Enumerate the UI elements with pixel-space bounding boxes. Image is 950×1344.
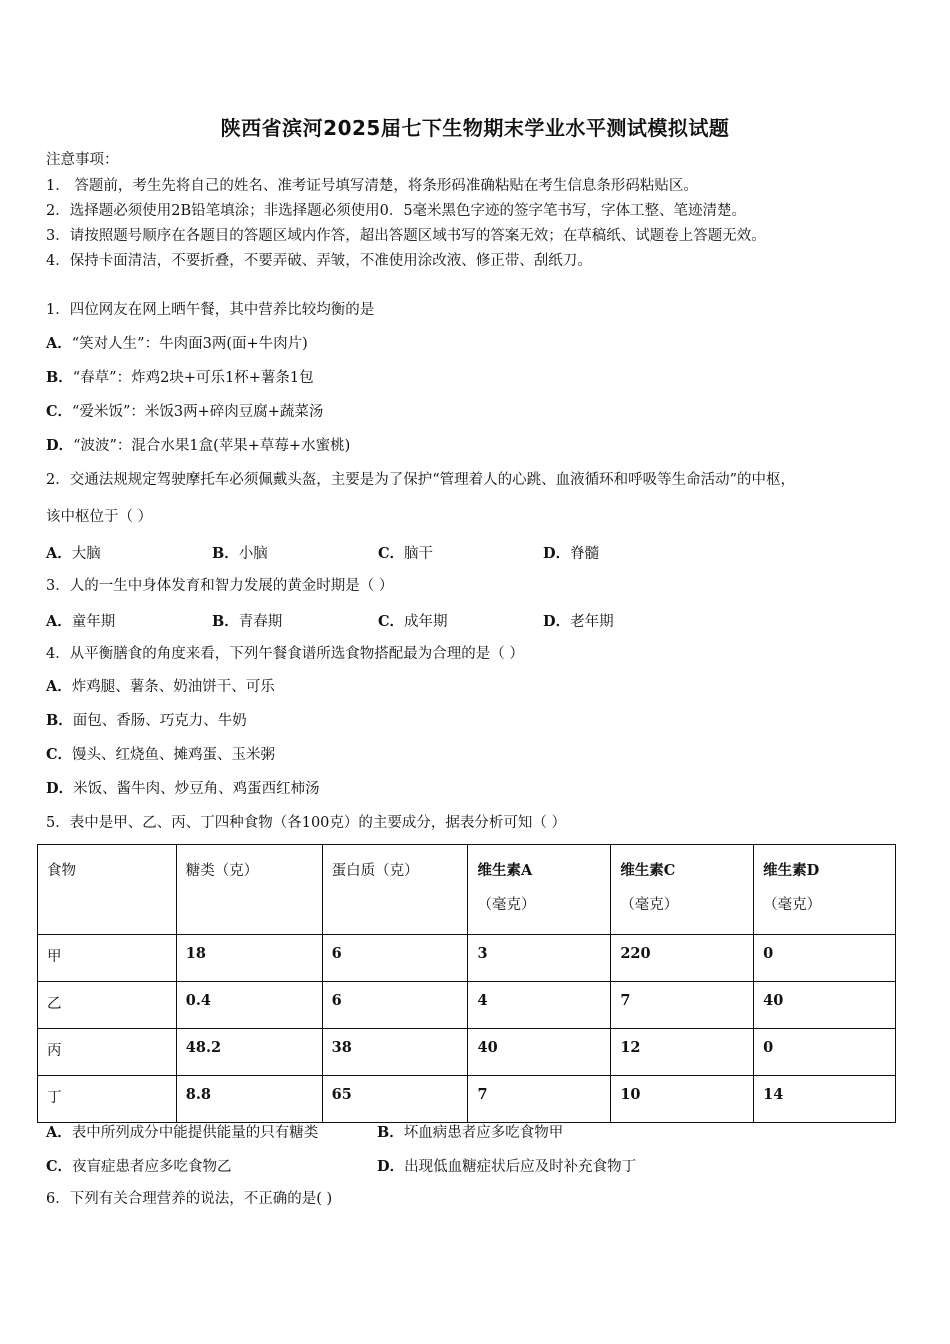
table-cell: 10 [611,1076,754,1123]
option-letter: A． [46,545,72,562]
table-header-cell: 食物 [38,845,177,935]
table-cell: 65 [322,1076,468,1123]
option-letter: B． [212,613,239,630]
question-4-option-a [46,677,275,697]
option-letter: C． [378,613,405,630]
option-letter: B． [46,712,73,729]
option-letter: D． [543,613,571,630]
table-cell: 12 [611,1029,754,1076]
table-row [38,935,896,982]
question-2-stem-cont: 该中枢位于（ ） [46,509,153,525]
option-letter: A． [46,335,72,352]
table-row [38,1076,896,1123]
table-row [38,982,896,1029]
option-letter: A． [46,613,72,630]
question-5-option-b [377,1121,563,1142]
question-4-option-d [46,779,320,799]
question-5-option-a [46,1121,318,1142]
option-letter: A． [46,1124,72,1141]
question-1-stem: 1．四位网友在网上晒午餐，其中营养比较均衡的是 [46,302,375,318]
option-text: 脊髓 [570,546,600,562]
option-letter: C． [46,746,73,763]
option-text: 老年期 [570,614,614,630]
question-5-stem: 5．表中是甲、乙、丙、丁四种食物（各100克）的主要成分，据表分析可知（ ） [46,815,567,831]
question-6-stem: 6．下列有关合理营养的说法，不正确的是( ) [46,1191,333,1207]
option-letter: D． [46,437,74,454]
table-header-cell: 维生素A （毫克） [468,845,611,935]
option-letter: D． [543,545,571,562]
option-letter: C． [378,545,405,562]
option-letter: B． [46,369,73,386]
option-text: “爱米饭”：米饭3两+碎肉豆腐+蔬菜汤 [72,404,324,420]
table-cell: 8.8 [176,1076,322,1123]
question-2-option-c [378,542,433,563]
option-text: “波波”：混合水果1盒(苹果+草莓+水蜜桃) [73,438,351,454]
table-cell: 0.4 [176,982,322,1029]
table-cell: 48.2 [176,1029,322,1076]
question-2-option-d [543,542,599,563]
table-cell: 7 [468,1076,611,1123]
table-cell: 40 [468,1029,611,1076]
option-text: 馒头、红烧鱼、摊鸡蛋、玉米粥 [72,747,276,763]
option-text: 夜盲症患者应多吃食物乙 [72,1159,232,1175]
table-cell: 6 [322,982,468,1029]
option-text: 脑干 [404,546,434,562]
table-cell: 18 [176,935,322,982]
notice-item: 3．请按照题号顺序在各题目的答题区域内作答，超出答题区域书写的答案无效；在草稿纸、试题卷上答题无效。 [46,228,766,244]
option-text: 坏血病患者应多吃食物甲 [403,1125,564,1141]
question-2-stem: 2．交通法规规定驾驶摩托车必须佩戴头盔，主要是为了保护“管理着人的心跳、血液循环和呼吸等生命活动”的中枢， [46,472,796,488]
option-text: 出现低血糖症状后应及时补充食物丁 [404,1159,637,1175]
exam-title: 陕西省滨河2025届七下生物期末学业水平测试模拟试题 [220,116,730,140]
table-cell: 0 [754,1029,896,1076]
question-2-option-a [46,542,101,563]
option-text: “笑对人生”：牛肉面3两(面+牛肉片) [71,336,308,352]
table-cell: 38 [322,1029,468,1076]
table-header-row [38,845,896,935]
question-4-option-b [46,711,247,731]
question-2-option-b [212,542,268,563]
option-text: 成年期 [404,614,448,630]
table-cell: 丙 [38,1029,177,1076]
question-3-option-a [46,610,115,631]
notice-item: 1． 答题前，考生先将自己的姓名、准考证号填写清楚，将条形码准确粘贴在考生信息条形码粘贴区。 [46,178,698,194]
table-cell: 14 [754,1076,896,1123]
option-letter: C． [46,1158,73,1175]
option-text: 炸鸡腿、薯条、奶油饼干、可乐 [71,679,275,695]
option-text: “春草”：炸鸡2块+可乐1杯+薯条1包 [72,370,314,386]
question-4-stem: 4．从平衡膳食的角度来看，下列午餐食谱所选食物搭配最为合理的是（ ） [46,646,524,662]
question-3-option-d [543,610,614,631]
table-cell: 丁 [38,1076,177,1123]
option-text: 面包、香肠、巧克力、牛奶 [72,713,247,729]
option-letter: B． [377,1124,404,1141]
table-cell: 40 [754,982,896,1029]
food-nutrition-table [37,844,896,1123]
notice-item: 2．选择题必须使用2B铅笔填涂；非选择题必须使用0．5毫米黑色字迹的签字笔书写，字体工整、笔迹清楚。 [46,203,747,219]
option-text: 童年期 [71,614,116,630]
option-letter: D． [377,1158,405,1175]
option-text: 小脑 [238,546,268,562]
table-row [38,1029,896,1076]
option-text: 大脑 [71,546,101,562]
option-text: 青春期 [238,614,283,630]
table-header-cell: 维生素D （毫克） [754,845,896,935]
option-text: 米饭、酱牛肉、炒豆角、鸡蛋西红柿汤 [73,781,320,797]
option-letter: A． [46,678,72,695]
table-cell: 乙 [38,982,177,1029]
question-3-option-b [212,610,282,631]
table-cell: 甲 [38,935,177,982]
question-5-option-d [377,1155,636,1176]
table-cell: 0 [754,935,896,982]
question-1-option-a [46,334,308,354]
table-header-cell: 糖类（克） [176,845,322,935]
table-header-cell: 维生素C （毫克） [611,845,754,935]
notice-item: 4．保持卡面清洁，不要折叠，不要弄破、弄皱，不准使用涂改液、修正带、刮纸刀。 [46,253,592,269]
table-cell: 7 [611,982,754,1029]
question-1-option-c [46,402,323,422]
table-cell: 220 [611,935,754,982]
table-cell: 4 [468,982,611,1029]
question-1-option-d [46,436,350,456]
question-1-option-b [46,368,314,388]
notice-heading: 注意事项： [46,152,119,168]
option-letter: D． [46,780,74,797]
question-3-option-c [378,610,448,631]
option-letter: B． [212,545,239,562]
question-4-option-c [46,745,275,765]
option-letter: C． [46,403,73,420]
table-cell: 6 [322,935,468,982]
question-5-option-c [46,1155,232,1176]
question-3-stem: 3．人的一生中身体发育和智力发展的黄金时期是（ ） [46,578,394,594]
table-cell: 3 [468,935,611,982]
option-text: 表中所列成分中能提供能量的只有糖类 [71,1125,319,1141]
table-header-cell: 蛋白质（克） [322,845,468,935]
